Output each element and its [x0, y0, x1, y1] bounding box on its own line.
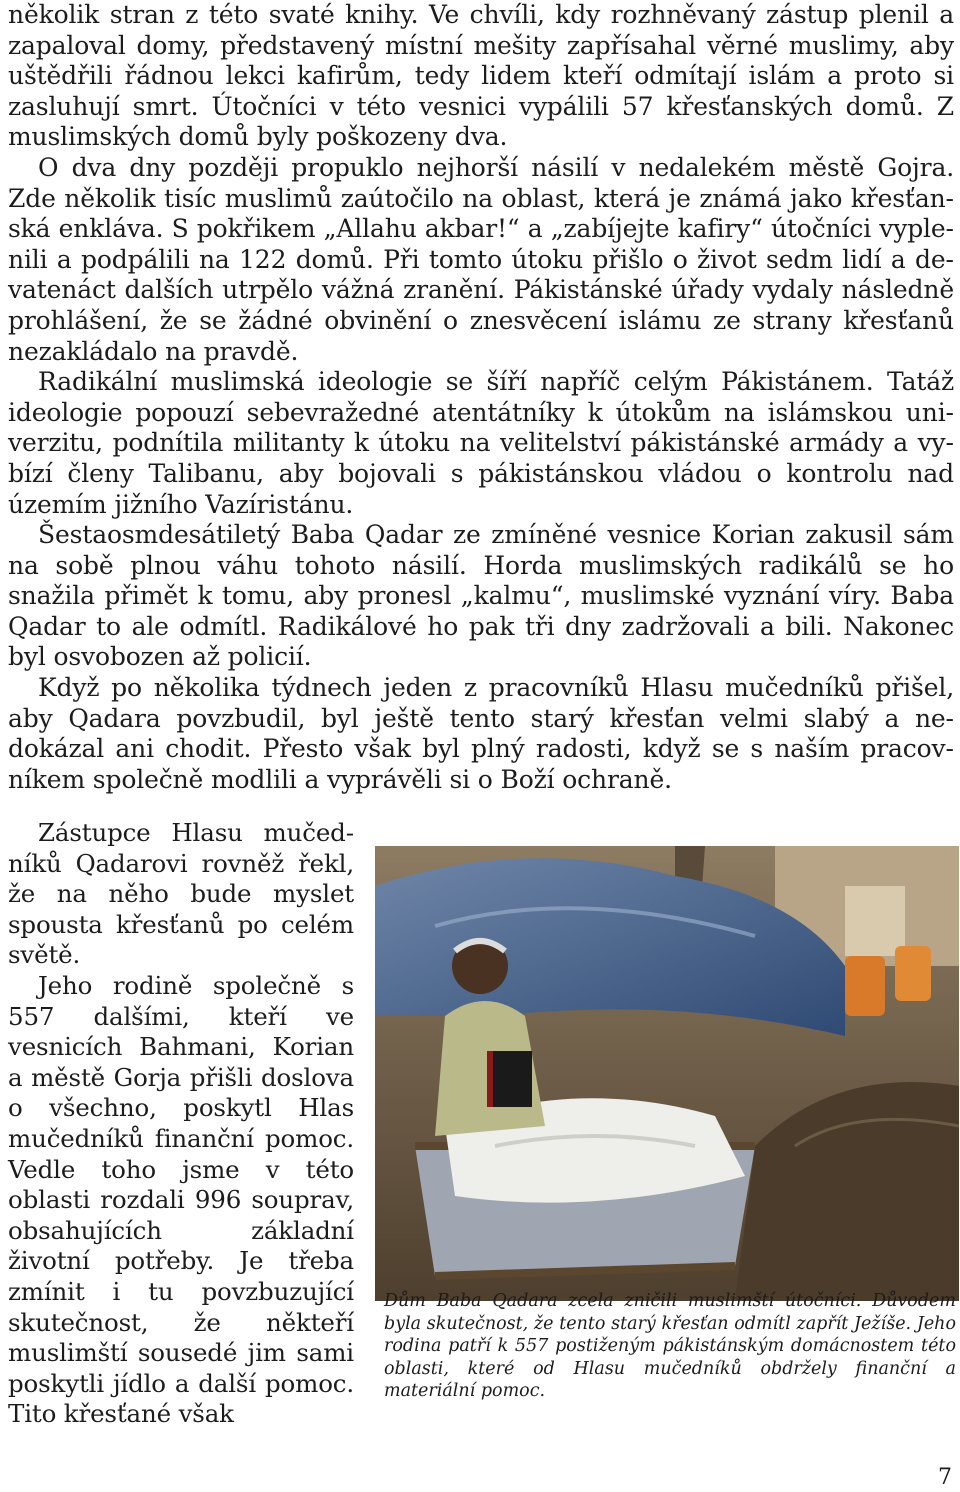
article-body: [8, 0, 954, 795]
photo-caption: Dům Baba Qadara zcela zničili muslimští útočníci. Důvodem byla skutečnost, že tento starý křesťan odmítl zapřít Ježíše. Jeho rodina patří k 557 postiženým pákistánským domácnostem této oblasti, které od Hlasu mučedníků obdržely finanční a materiální pomoc.: [384, 1291, 956, 1401]
paragraph: Jeho rodině společně s 557 dalšími, kteří ve vesnicích Bahmani, Korian a městě Gorja přišli doslova o všechno, poskytl Hlas mučedníků finanční pomoc. Vedle toho jsme v této oblasti rozdali 996 souprav, obsahujících základní životní potřeby. Je třeba zmínit i tu povzbuzující skutečnost, že někteří muslimští sousedé jim sami poskytli jídlo a další pomoc. Tito křesťané však: [8, 970, 354, 1429]
photo-old-man-with-bible: [375, 846, 959, 1301]
left-column: [8, 818, 354, 1430]
page-number: 7: [938, 1465, 952, 1490]
paragraph: Radikální muslimská ideologie se šíří napříč celým Pákistánem. Tatáž ideologie popouzí sebevražedné atentátníky k útokům na islámskou univerzitu, podnítila militanty k útoku na velitelství pákistánské armády a vybízí členy Talibanu, aby bojovali s pákistánskou vládou o kontrolu nad územím jižního Vazíristánu.: [8, 367, 954, 519]
paragraph: několik stran z této svaté knihy. Ve chvíli, kdy rozhněvaný zástup plenil a zapaloval domy, představený místní mešity zapřísahal věrné muslimy, aby uštědřili řádnou lekci kafirům, tedy lidem kteří odmítají islám a proto si zasluhují smrt. Útočníci v této vesnici vypálili 57 křesťanských domů. Z muslimských domů byly poškozeny dva.: [8, 0, 954, 152]
paragraph: O dva dny později propuklo nejhorší násilí v nedalekém městě Gojra. Zde několik tisíc muslimů zaútočilo na oblast, která je známá jako křesťanská enkláva. S pokřikem „Allahu akbar!“ a „zabíjejte kafiry“ útočníci vyplenili a podpálili na 122 domů. Při tomto útoku přišlo o život sedm lidí a devatenáct dalších utrpělo vážná zranění. Pákistánské úřady vydaly následně prohlášení, že se žádné obvinění o znesvěcení islámu ze strany křesťanů nezakládalo na pravdě.: [8, 152, 954, 366]
paragraph: Šestaosmdesátiletý Baba Qadar ze zmíněné vesnice Korian zakusil sám na sobě plnou váhu tohoto násilí. Horda muslimských radikálů se ho snažila přimět k tomu, aby pronesl „kalmu“, muslimské vyznání víry. Baba Qadar to ale odmítl. Radikálové ho pak tři dny zadržovali a bili. Nakonec byl osvobozen až policií.: [8, 520, 954, 672]
paragraph: Zástupce Hlasu mučedníků Qadarovi rovněž řekl, že na něho bude myslet spousta křesťanů po celém světě.: [8, 818, 354, 970]
lower-section: [8, 818, 954, 1458]
paragraph: Když po několika týdnech jeden z pracovníků Hlasu mučedníků přišel, aby Qadara povzbudil, byl ještě tento starý křesťan velmi slabý a nedokázal ani chodit. Přesto však byl plný radosti, když se s naším pracovníkem společně modlili a vyprávěli si o Boží ochraně.: [8, 673, 954, 794]
